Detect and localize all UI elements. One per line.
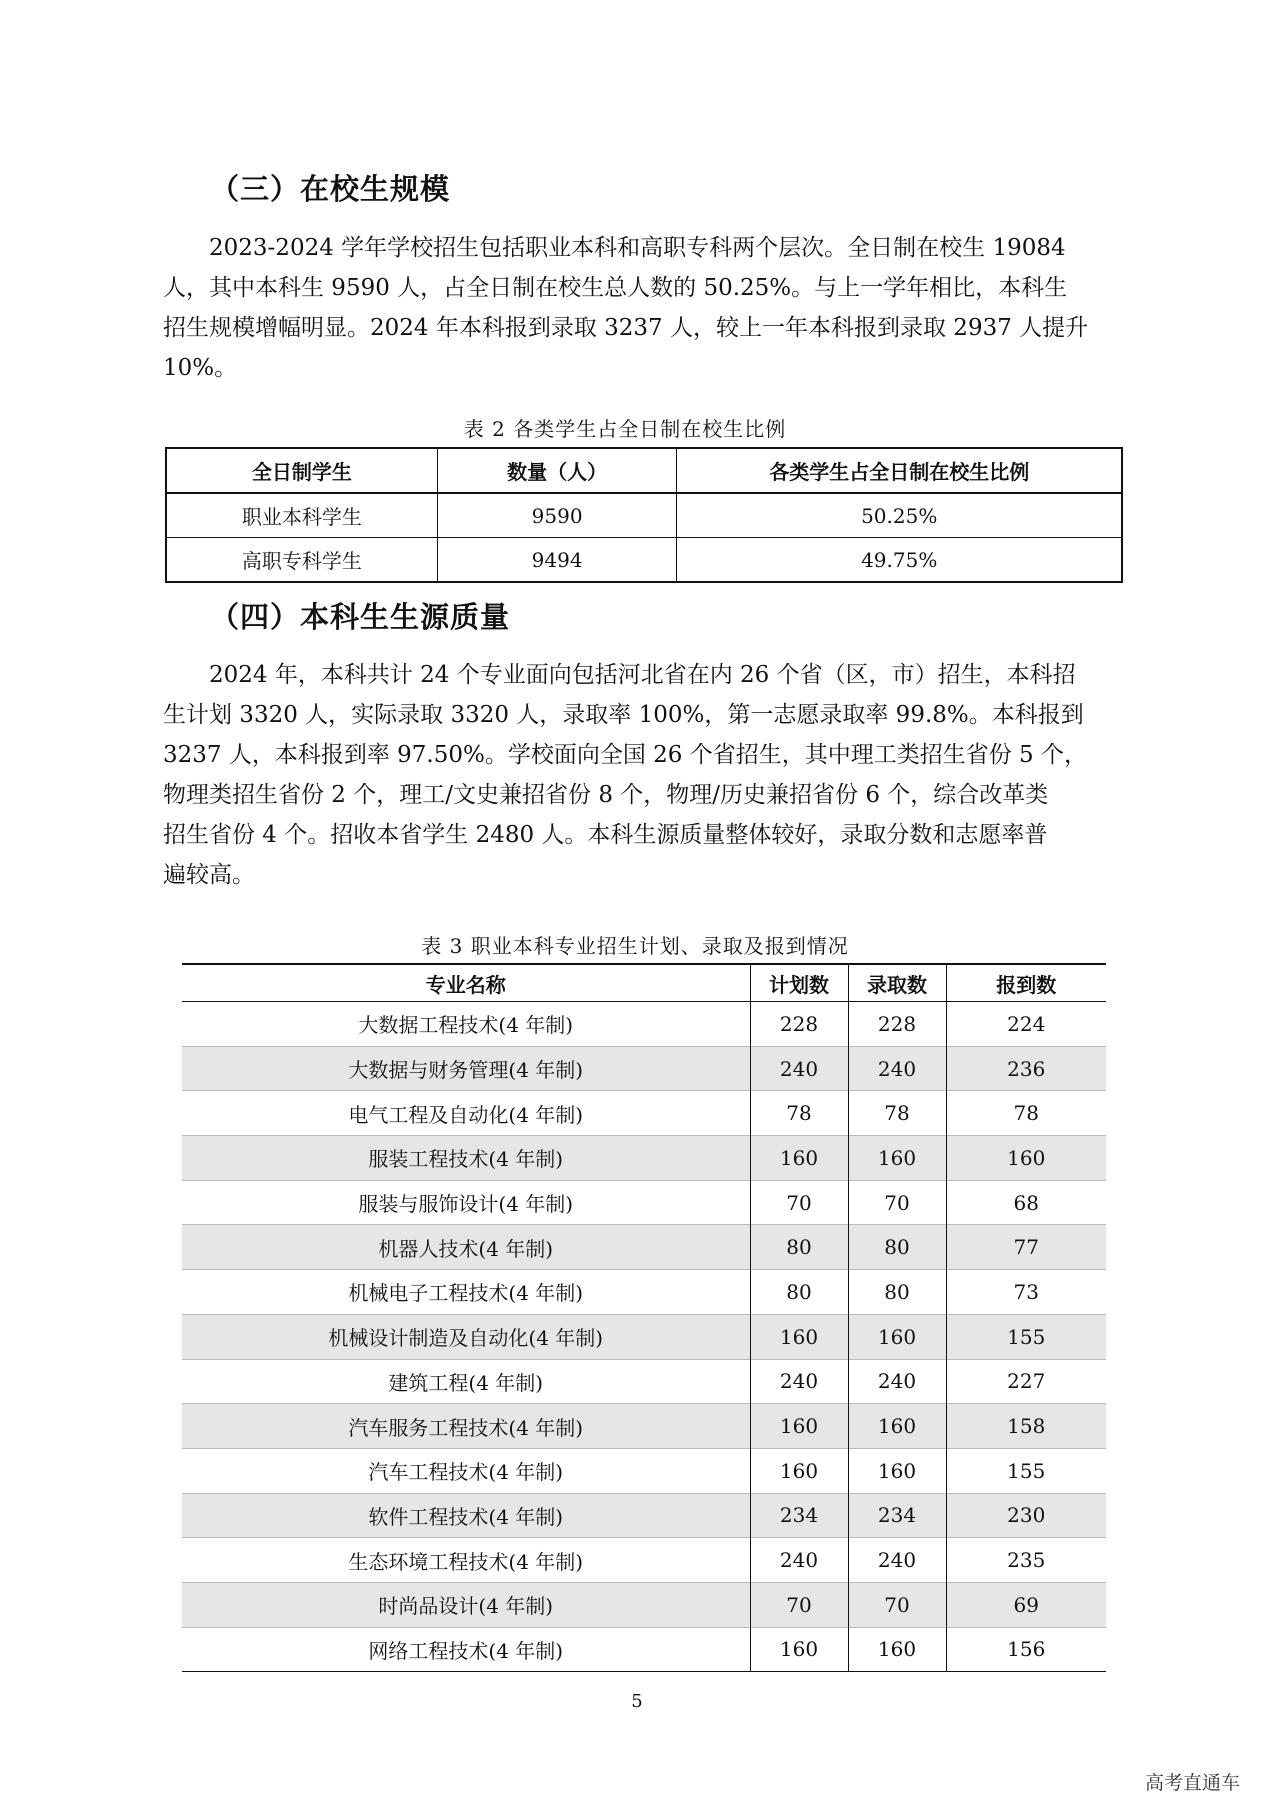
- table-cell: 大数据工程技术(4 年制): [182, 1002, 750, 1047]
- section-heading-3: （三）在校生规模: [210, 172, 451, 206]
- paragraph-line: 遍较高。: [163, 862, 255, 888]
- table-row: [182, 1180, 1106, 1225]
- table-cell: 230: [946, 1493, 1106, 1538]
- table-cell: 70: [750, 1180, 848, 1225]
- table-row: [182, 1404, 1106, 1449]
- column-header: 录取数: [848, 964, 946, 1002]
- table-cell: 80: [848, 1225, 946, 1270]
- table-cell: 156: [946, 1627, 1106, 1672]
- column-header: 报到数: [946, 964, 1106, 1002]
- paragraph-line: 生计划 3320 人，实际录取 3320 人，录取率 100%，第一志愿录取率 99.8%。本科报到: [163, 702, 1084, 728]
- table-cell: 160: [946, 1136, 1106, 1181]
- watermark: 高考直通车: [1144, 1772, 1240, 1794]
- table-cell: 240: [848, 1046, 946, 1091]
- table-cell: 机械设计制造及自动化(4 年制): [182, 1314, 750, 1359]
- table-row: [166, 493, 1122, 538]
- column-header: 数量（人）: [437, 448, 677, 493]
- table-row: [182, 1493, 1106, 1538]
- table-cell: 职业本科学生: [166, 493, 437, 538]
- table-cell: 机器人技术(4 年制): [182, 1225, 750, 1270]
- table3-caption: 表 3 职业本科专业招生计划、录取及报到情况: [421, 934, 849, 958]
- table-cell: 240: [750, 1538, 848, 1583]
- table-cell: 78: [946, 1091, 1106, 1136]
- table-cell: 155: [946, 1448, 1106, 1493]
- table-cell: 生态环境工程技术(4 年制): [182, 1538, 750, 1583]
- table-cell: 160: [848, 1448, 946, 1493]
- table-cell: 电气工程及自动化(4 年制): [182, 1091, 750, 1136]
- table-cell: 158: [946, 1404, 1106, 1449]
- table-row: [182, 1270, 1106, 1315]
- table-cell: 9494: [437, 538, 677, 583]
- table-row: [182, 1136, 1106, 1181]
- paragraph-source-quality: [163, 655, 1133, 895]
- table-row: [182, 1448, 1106, 1493]
- table-cell: 高职专科学生: [166, 538, 437, 583]
- table-cell: 80: [848, 1270, 946, 1315]
- table-cell: 建筑工程(4 年制): [182, 1359, 750, 1404]
- table-row: [182, 1582, 1106, 1627]
- paragraph-line: 招生规模增幅明显。2024 年本科报到录取 3237 人，较上一年本科报到录取 2937 人提升: [163, 315, 1089, 341]
- enrollment-table-body: [182, 1002, 1106, 1672]
- table-cell: 224: [946, 1002, 1106, 1047]
- table-cell: 汽车服务工程技术(4 年制): [182, 1404, 750, 1449]
- table-cell: 160: [848, 1404, 946, 1449]
- table-cell: 机械电子工程技术(4 年制): [182, 1270, 750, 1315]
- table-cell: 236: [946, 1046, 1106, 1091]
- paragraph-student-scale: [163, 228, 1133, 388]
- table-row: [182, 1359, 1106, 1404]
- table-cell: 240: [750, 1046, 848, 1091]
- table-cell: 73: [946, 1270, 1106, 1315]
- paragraph-line: 10%。: [163, 355, 238, 381]
- table-header-row: [182, 964, 1106, 1002]
- table-cell: 240: [848, 1359, 946, 1404]
- page-number: 5: [631, 1691, 643, 1712]
- table-cell: 70: [848, 1582, 946, 1627]
- table-cell: 160: [750, 1627, 848, 1672]
- table-cell: 240: [848, 1538, 946, 1583]
- table-cell: 80: [750, 1270, 848, 1315]
- column-header: 全日制学生: [166, 448, 437, 493]
- paragraph-line: 招生省份 4 个。招收本省学生 2480 人。本科生源质量整体较好，录取分数和志愿率普: [163, 822, 1048, 848]
- table-cell: 68: [946, 1180, 1106, 1225]
- enrollment-table: [182, 963, 1106, 1672]
- table-row: [182, 1225, 1106, 1270]
- paragraph-line: 2024 年，本科共计 24 个专业面向包括河北省在内 26 个省（区，市）招生，本科招: [209, 662, 1076, 688]
- section-heading-4: （四）本科生生源质量: [210, 600, 511, 634]
- table-cell: 80: [750, 1225, 848, 1270]
- column-header: 计划数: [750, 964, 848, 1002]
- table-cell: 227: [946, 1359, 1106, 1404]
- paragraph-line: 3237 人，本科报到率 97.50%。学校面向全国 26 个省招生，其中理工类招生省份 5 个，: [163, 742, 1087, 768]
- table-cell: 160: [848, 1314, 946, 1359]
- table-cell: 汽车工程技术(4 年制): [182, 1448, 750, 1493]
- table-row: [182, 1538, 1106, 1583]
- table-cell: 服装与服饰设计(4 年制): [182, 1180, 750, 1225]
- table-cell: 49.75%: [677, 538, 1122, 583]
- table-row: [182, 1314, 1106, 1359]
- table-cell: 70: [848, 1180, 946, 1225]
- column-header: 各类学生占全日制在校生比例: [677, 448, 1122, 493]
- table-row: [182, 1046, 1106, 1091]
- table-cell: 160: [848, 1627, 946, 1672]
- table-cell: 160: [750, 1136, 848, 1181]
- paragraph-line: 物理类招生省份 2 个，理工/文史兼招省份 8 个，物理/历史兼招省份 6 个，综合改革类: [163, 782, 1049, 808]
- table-cell: 160: [750, 1448, 848, 1493]
- table-cell: 160: [750, 1404, 848, 1449]
- paragraph-line: 人，其中本科生 9590 人，占全日制在校生总人数的 50.25%。与上一学年相比，本科生: [163, 275, 1068, 301]
- table-cell: 50.25%: [677, 493, 1122, 538]
- student-ratio-table: [165, 447, 1123, 583]
- table-cell: 时尚品设计(4 年制): [182, 1582, 750, 1627]
- table-row: [182, 1091, 1106, 1136]
- table-cell: 69: [946, 1582, 1106, 1627]
- table-cell: 234: [848, 1493, 946, 1538]
- table-row: [182, 1627, 1106, 1672]
- table-cell: 235: [946, 1538, 1106, 1583]
- table-cell: 155: [946, 1314, 1106, 1359]
- table-cell: 网络工程技术(4 年制): [182, 1627, 750, 1672]
- table-cell: 大数据与财务管理(4 年制): [182, 1046, 750, 1091]
- table-cell: 228: [750, 1002, 848, 1047]
- table-cell: 240: [750, 1359, 848, 1404]
- table-header-row: [166, 448, 1122, 493]
- table-cell: 228: [848, 1002, 946, 1047]
- table-cell: 160: [848, 1136, 946, 1181]
- table-cell: 78: [750, 1091, 848, 1136]
- table-cell: 70: [750, 1582, 848, 1627]
- table-cell: 77: [946, 1225, 1106, 1270]
- table2-caption: 表 2 各类学生占全日制在校生比例: [463, 417, 787, 441]
- table-cell: 软件工程技术(4 年制): [182, 1493, 750, 1538]
- table-row: [182, 1002, 1106, 1047]
- paragraph-line: 2023-2024 学年学校招生包括职业本科和高职专科两个层次。全日制在校生 19084: [209, 235, 1066, 261]
- table-cell: 234: [750, 1493, 848, 1538]
- table-cell: 160: [750, 1314, 848, 1359]
- table-row: [166, 538, 1122, 583]
- table-cell: 9590: [437, 493, 677, 538]
- column-header: 专业名称: [182, 964, 750, 1002]
- table-cell: 78: [848, 1091, 946, 1136]
- table-cell: 服装工程技术(4 年制): [182, 1136, 750, 1181]
